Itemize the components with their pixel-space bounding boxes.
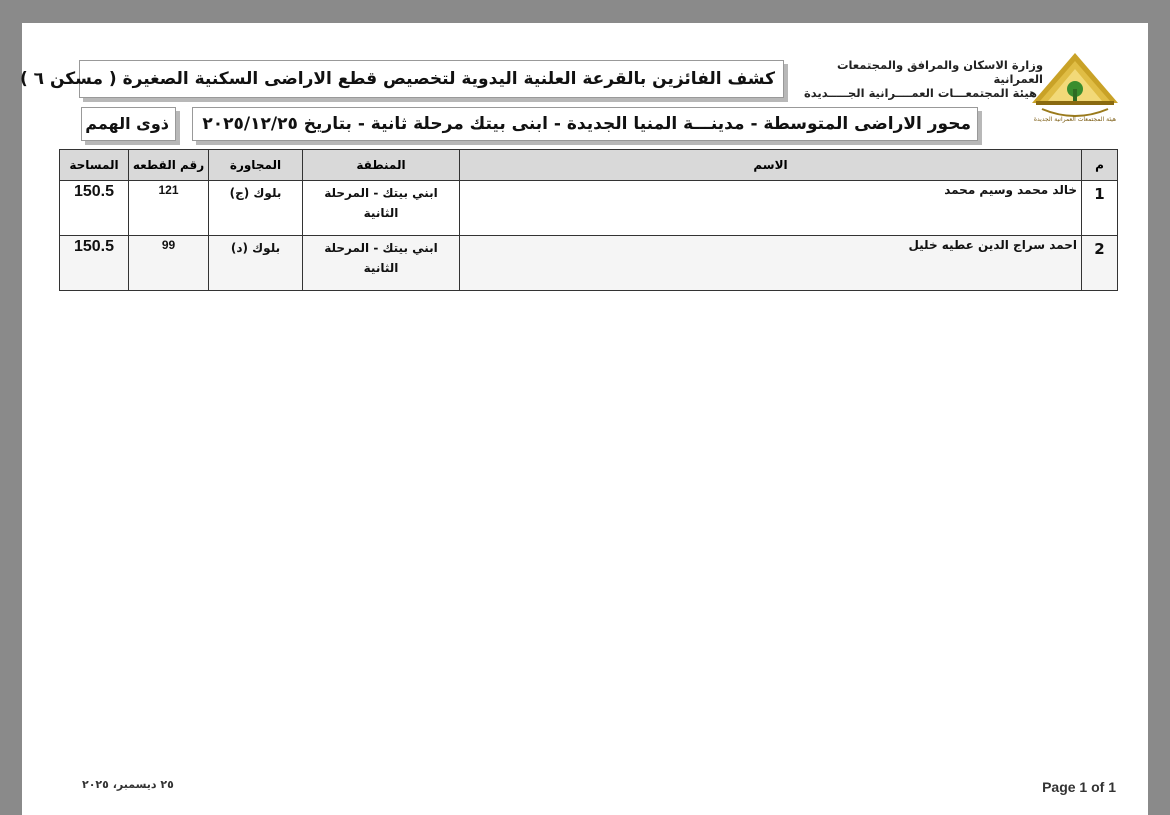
authority-name: هيئة المجتمعـــات العمــــرانية الجـــــديدة	[803, 86, 1037, 100]
winners-table	[59, 149, 1118, 291]
column-header: م	[1082, 150, 1118, 181]
column-header: رقم القطعه	[129, 150, 209, 181]
area-size-cell: 150.5	[60, 181, 129, 236]
document-page	[19, 23, 1148, 815]
table-row	[60, 236, 1118, 291]
plot-number-cell: 99	[129, 236, 209, 291]
ministry-name: وزارة الاسكان والمرافق والمجتمعات العمرانية	[836, 58, 1043, 86]
svg-text:هيئة المجتمعات العمرانية الجدي: هيئة المجتمعات العمرانية الجديدة	[1033, 116, 1117, 123]
footer-date: ٢٥ ديسمبر، ٢٠٢٥	[82, 778, 174, 791]
winner-name: احمد سراج الدين عطيه خليل	[460, 236, 1082, 291]
column-header: المساحة	[60, 150, 129, 181]
row-number: 2	[1082, 236, 1118, 291]
area-cell: ابني بيتك - المرحلة الثانية	[303, 236, 460, 291]
row-number: 1	[1082, 181, 1118, 236]
neighborhood-cell: بلوك (ج)	[209, 181, 303, 236]
neighborhood-cell: بلوك (د)	[209, 236, 303, 291]
winner-name: خالد محمد وسيم محمد	[460, 181, 1082, 236]
area-cell: ابني بيتك - المرحلة الثانية	[303, 181, 460, 236]
column-header: المنطقة	[303, 150, 460, 181]
table-row	[60, 181, 1118, 236]
organization-header	[797, 58, 1043, 100]
authority-logo-icon	[1030, 51, 1120, 126]
report-title: كشف الفائزين بالقرعة العلنية اليدوية لتخصيص قطع الاراضى السكنية الصغيرة ( مسكن ٦ )	[79, 60, 784, 98]
report-subtitle: محور الاراضى المتوسطة - مدينـــة المنيا الجديدة - ابنى بيتك مرحلة ثانية - بتاريخ ٢٠٢٥/١٢/٢٥	[192, 107, 978, 141]
column-header: المجاورة	[209, 150, 303, 181]
plot-number-cell: 121	[129, 181, 209, 236]
category-label: ذوى الهمم	[81, 107, 176, 141]
table-header-row	[60, 150, 1118, 181]
page-number: Page 1 of 1	[1042, 779, 1116, 795]
column-header: الاسم	[460, 150, 1082, 181]
area-size-cell: 150.5	[60, 236, 129, 291]
